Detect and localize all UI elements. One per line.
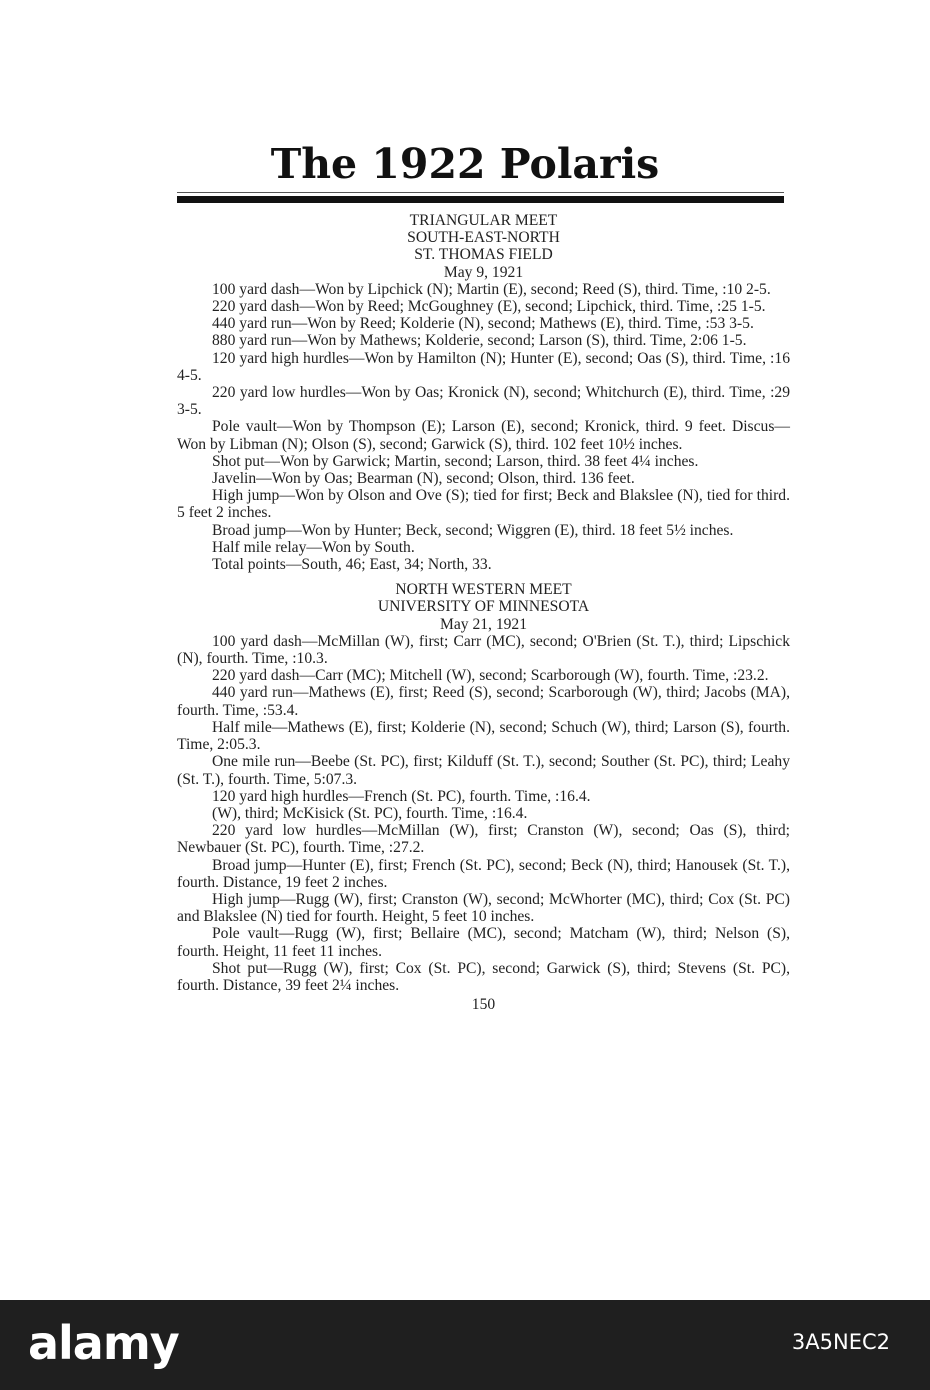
event-result: Shot put—Won by Garwick; Martin, second; Larson, third. 38 feet 4¼ inches. bbox=[212, 452, 699, 470]
section-heading: NORTH WESTERN MEET bbox=[395, 581, 572, 599]
event-result: Broad jump—Won by Hunter; Beck, second; Wiggren (E), third. 18 feet 5½ inches. bbox=[212, 521, 734, 539]
event-result: 220 yard dash—Won by Reed; McGoughney (E), second; Lipchick, third. Time, :25 1-5. bbox=[212, 298, 766, 316]
title-rule bbox=[177, 196, 784, 203]
event-result: Javelin—Won by Oas; Bearman (N), second; Olson, third. 136 feet. bbox=[212, 470, 635, 488]
north-western-meet-section bbox=[177, 581, 790, 994]
event-result: Pole vault—Won by Thompson (E); Larson (E), second; Kronick, third. 9 feet. Discus—Won by Libman (N); Olson (S), second; Garwick (S), third. 102 feet 10½ inches. bbox=[177, 418, 790, 453]
section-heading: ST. THOMAS FIELD bbox=[414, 246, 553, 264]
section-heading: UNIVERSITY OF MINNESOTA bbox=[377, 598, 590, 616]
triangular-meet-section bbox=[177, 212, 790, 573]
image-code: 3A5NEC2 bbox=[791, 1330, 890, 1354]
event-result: 220 yard low hurdles—McMillan (W), first; Cranston (W), second; Oas (S), third; Newbauer (St. PC), fourth. Time, :27.2. bbox=[177, 822, 790, 857]
event-result: 100 yard dash—McMillan (W), first; Carr (MC), second; O'Brien (St. T.), third; Lipschick (N), fourth. Time, :10.3. bbox=[177, 632, 790, 668]
event-result: High jump—Rugg (W), first; Cranston (W), second; McWhorter (MC), third; Cox (St. PC) and Blakslee (N) tied for fourth. Height, 5 feet 10 inches. bbox=[177, 890, 790, 926]
event-result: 440 yard run—Mathews (E), first; Reed (S), second; Scarborough (W), third; Jacobs (MA), fourth. Time, :53.4. bbox=[177, 684, 790, 719]
title-rule-thin bbox=[177, 192, 784, 193]
event-result: High jump—Won by Olson and Ove (S); tied for first; Beck and Blakslee (N), tied for third. 5 feet 2 inches. bbox=[177, 487, 790, 522]
event-result: 100 yard dash—Won by Lipchick (N); Martin (E), second; Reed (S), third. Time, :10 2-5. bbox=[212, 280, 771, 298]
page-content bbox=[177, 212, 790, 1013]
event-result: 440 yard run—Won by Reed; Kolderie (N), second; Mathews (E), third. Time, :53 3-5. bbox=[212, 315, 754, 333]
watermark-bar bbox=[0, 1300, 930, 1390]
event-result: Broad jump—Hunter (E), first; French (St. PC), second; Beck (N), third; Hanousek (St. T.), fourth. Distance, 19 feet 2 inches. bbox=[177, 856, 790, 891]
section-heading: May 9, 1921 bbox=[443, 263, 524, 281]
event-result: One mile run—Beebe (St. PC), first; Kilduff (St. T.), second; Souther (St. PC), third; Leahy (St. T.), fourth. Time, 5:07.3. bbox=[177, 753, 790, 788]
event-result: Half mile relay—Won by South. bbox=[212, 538, 415, 556]
event-result: Shot put—Rugg (W), first; Cox (St. PC), second; Garwick (S), third; Stevens (St. PC), fourth. Distance, 39 feet 2¼ inches. bbox=[177, 959, 790, 994]
event-result: Total points—South, 46; East, 34; North, 33. bbox=[212, 556, 492, 574]
section-heading: May 21, 1921 bbox=[439, 615, 528, 633]
section-heading: TRIANGULAR MEET bbox=[409, 212, 558, 229]
event-result: 120 yard high hurdles—French (St. PC), fourth. Time, :16.4. bbox=[212, 787, 591, 805]
section-heading: SOUTH-EAST-NORTH bbox=[407, 229, 560, 247]
event-result: Half mile—Mathews (E), first; Kolderie (N), second; Schuch (W), third; Larson (S), fourth. Time, 2:05.3. bbox=[177, 718, 790, 754]
page-title: The 1922 Polaris bbox=[270, 140, 660, 188]
event-result: Pole vault—Rugg (W), first; Bellaire (MC), second; Matcham (W), third; Nelson (S), fourth. Height, 11 feet 11 inches. bbox=[177, 925, 790, 960]
event-result: 880 yard run—Won by Mathews; Kolderie, second; Larson (S), third. Time, 2:06 1-5. bbox=[212, 332, 747, 350]
event-result: 120 yard high hurdles—Won by Hamilton (N); Hunter (E), second; Oas (S), third. Time, :16 4-5. bbox=[177, 349, 790, 384]
event-result: 220 yard low hurdles—Won by Oas; Kronick (N), second; Whitchurch (E), third. Time, :29 3-5. bbox=[177, 384, 790, 419]
event-result: (W), third; McKisick (St. PC), fourth. Time, :16.4. bbox=[212, 804, 528, 822]
alamy-logo: alamy bbox=[28, 1316, 179, 1370]
page-number: 150 bbox=[471, 996, 496, 1014]
event-result: 220 yard dash—Carr (MC); Mitchell (W), second; Scarborough (W), fourth. Time, :23.2. bbox=[212, 667, 769, 685]
